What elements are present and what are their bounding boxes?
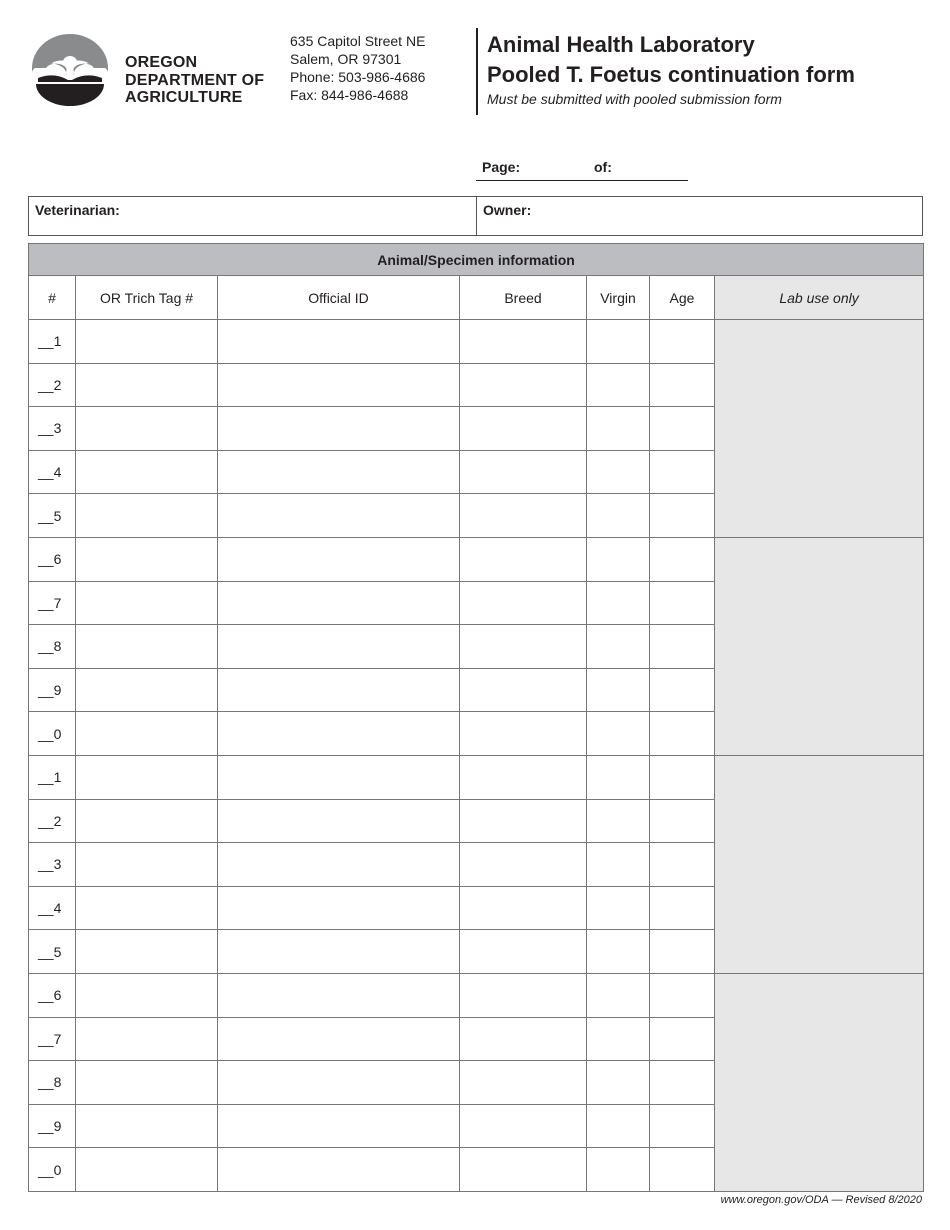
title-divider bbox=[476, 28, 478, 115]
virgin-cell[interactable] bbox=[587, 712, 650, 756]
row-number: __1 bbox=[29, 755, 76, 799]
row-number: __2 bbox=[29, 363, 76, 407]
breed-cell[interactable] bbox=[460, 843, 587, 887]
age-cell[interactable] bbox=[650, 320, 715, 364]
virgin-cell[interactable] bbox=[587, 363, 650, 407]
address-fax: Fax: 844-986-4688 bbox=[290, 87, 409, 103]
form-title-line-2: Pooled T. Foetus continuation form bbox=[487, 62, 855, 87]
owner-field[interactable] bbox=[477, 197, 922, 235]
breed-cell[interactable] bbox=[460, 320, 587, 364]
breed-cell[interactable] bbox=[460, 886, 587, 930]
official-id-cell[interactable] bbox=[218, 450, 460, 494]
column-header-row bbox=[29, 276, 924, 320]
age-cell[interactable] bbox=[650, 755, 715, 799]
age-cell[interactable] bbox=[650, 973, 715, 1017]
virgin-cell[interactable] bbox=[587, 537, 650, 581]
org-name-line-1: OREGON bbox=[125, 54, 198, 71]
col-breed-header: Breed bbox=[460, 276, 587, 320]
virgin-cell[interactable] bbox=[587, 1148, 650, 1192]
age-cell[interactable] bbox=[650, 930, 715, 974]
specimen-table bbox=[28, 243, 924, 1192]
breed-cell[interactable] bbox=[460, 363, 587, 407]
row-number: __3 bbox=[29, 407, 76, 451]
age-cell[interactable] bbox=[650, 363, 715, 407]
page-of-field[interactable] bbox=[476, 158, 688, 181]
official-id-cell[interactable] bbox=[218, 320, 460, 364]
breed-cell[interactable] bbox=[460, 930, 587, 974]
form-subtitle: Must be submitted with pooled submission form bbox=[487, 91, 782, 107]
official-id-cell[interactable] bbox=[218, 625, 460, 669]
official-id-cell[interactable] bbox=[218, 886, 460, 930]
virgin-cell[interactable] bbox=[587, 450, 650, 494]
org-name-line-2: DEPARTMENT OF bbox=[125, 71, 265, 89]
oda-logo-icon bbox=[30, 32, 110, 106]
trich-tag-cell[interactable] bbox=[76, 320, 218, 364]
official-id-cell[interactable] bbox=[218, 973, 460, 1017]
table-row bbox=[29, 320, 924, 364]
official-id-cell[interactable] bbox=[218, 1148, 460, 1192]
row-number: __2 bbox=[29, 799, 76, 843]
lab-use-cell bbox=[715, 973, 924, 1191]
col-official-id-header: Official ID bbox=[218, 276, 460, 320]
row-number: __7 bbox=[29, 1017, 76, 1061]
veterinarian-field[interactable] bbox=[29, 197, 477, 235]
section-header: Animal/Specimen information bbox=[29, 244, 924, 276]
row-number: __8 bbox=[29, 625, 76, 669]
age-cell[interactable] bbox=[650, 407, 715, 451]
official-id-cell[interactable] bbox=[218, 537, 460, 581]
row-number: __9 bbox=[29, 668, 76, 712]
trich-tag-cell[interactable] bbox=[76, 494, 218, 538]
veterinarian-label: Veterinarian: bbox=[35, 202, 120, 218]
breed-cell[interactable] bbox=[460, 1017, 587, 1061]
virgin-cell[interactable] bbox=[587, 581, 650, 625]
trich-tag-cell[interactable] bbox=[76, 625, 218, 669]
address-block bbox=[290, 32, 425, 104]
virgin-cell[interactable] bbox=[587, 886, 650, 930]
row-number: __6 bbox=[29, 973, 76, 1017]
age-cell[interactable] bbox=[650, 625, 715, 669]
address-city: Salem, OR 97301 bbox=[290, 51, 402, 67]
age-cell[interactable] bbox=[650, 537, 715, 581]
organization-name bbox=[125, 54, 264, 107]
breed-cell[interactable] bbox=[460, 537, 587, 581]
row-number: __6 bbox=[29, 537, 76, 581]
col-lab-use-header: Lab use only bbox=[715, 276, 924, 320]
row-number: __7 bbox=[29, 581, 76, 625]
breed-cell[interactable] bbox=[460, 581, 587, 625]
official-id-cell[interactable] bbox=[218, 799, 460, 843]
age-cell[interactable] bbox=[650, 712, 715, 756]
col-virgin-header: Virgin bbox=[587, 276, 650, 320]
of-label: of: bbox=[594, 159, 612, 175]
virgin-cell[interactable] bbox=[587, 755, 650, 799]
age-cell[interactable] bbox=[650, 1148, 715, 1192]
trich-tag-cell[interactable] bbox=[76, 668, 218, 712]
org-name-line-3: AGRICULTURE bbox=[125, 89, 243, 106]
trich-tag-cell[interactable] bbox=[76, 886, 218, 930]
official-id-cell[interactable] bbox=[218, 363, 460, 407]
col-number-header: # bbox=[29, 276, 76, 320]
official-id-cell[interactable] bbox=[218, 755, 460, 799]
row-number: __5 bbox=[29, 494, 76, 538]
lab-use-cell bbox=[715, 537, 924, 755]
breed-cell[interactable] bbox=[460, 450, 587, 494]
virgin-cell[interactable] bbox=[587, 973, 650, 1017]
age-cell[interactable] bbox=[650, 581, 715, 625]
virgin-cell[interactable] bbox=[587, 1104, 650, 1148]
official-id-cell[interactable] bbox=[218, 712, 460, 756]
virgin-cell[interactable] bbox=[587, 799, 650, 843]
trich-tag-cell[interactable] bbox=[76, 843, 218, 887]
official-id-cell[interactable] bbox=[218, 1104, 460, 1148]
virgin-cell[interactable] bbox=[587, 843, 650, 887]
row-number: __4 bbox=[29, 450, 76, 494]
official-id-cell[interactable] bbox=[218, 668, 460, 712]
trich-tag-cell[interactable] bbox=[76, 450, 218, 494]
row-number: __3 bbox=[29, 843, 76, 887]
lab-use-cell bbox=[715, 320, 924, 538]
breed-cell[interactable] bbox=[460, 755, 587, 799]
table-row bbox=[29, 537, 924, 581]
trich-tag-cell[interactable] bbox=[76, 1061, 218, 1105]
trich-tag-cell[interactable] bbox=[76, 537, 218, 581]
page-label: Page: bbox=[482, 159, 521, 175]
row-number: __8 bbox=[29, 1061, 76, 1105]
virgin-cell[interactable] bbox=[587, 1017, 650, 1061]
address-street: 635 Capitol Street NE bbox=[290, 33, 426, 49]
footer-text: www.oregon.gov/ODA — Revised 8/2020 bbox=[720, 1194, 922, 1206]
breed-cell[interactable] bbox=[460, 407, 587, 451]
breed-cell[interactable] bbox=[460, 1061, 587, 1105]
age-cell[interactable] bbox=[650, 494, 715, 538]
trich-tag-cell[interactable] bbox=[76, 581, 218, 625]
breed-cell[interactable] bbox=[460, 799, 587, 843]
official-id-cell[interactable] bbox=[218, 494, 460, 538]
age-cell[interactable] bbox=[650, 1017, 715, 1061]
age-cell[interactable] bbox=[650, 886, 715, 930]
row-number: __9 bbox=[29, 1104, 76, 1148]
trich-tag-cell[interactable] bbox=[76, 407, 218, 451]
table-row bbox=[29, 755, 924, 799]
age-cell[interactable] bbox=[650, 1061, 715, 1105]
breed-cell[interactable] bbox=[460, 668, 587, 712]
official-id-cell[interactable] bbox=[218, 407, 460, 451]
trich-tag-cell[interactable] bbox=[76, 930, 218, 974]
virgin-cell[interactable] bbox=[587, 1061, 650, 1105]
trich-tag-cell[interactable] bbox=[76, 755, 218, 799]
trich-tag-cell[interactable] bbox=[76, 363, 218, 407]
age-cell[interactable] bbox=[650, 843, 715, 887]
virgin-cell[interactable] bbox=[587, 494, 650, 538]
row-number: __5 bbox=[29, 930, 76, 974]
age-cell[interactable] bbox=[650, 1104, 715, 1148]
col-age-header: Age bbox=[650, 276, 715, 320]
row-number: __0 bbox=[29, 1148, 76, 1192]
virgin-cell[interactable] bbox=[587, 407, 650, 451]
breed-cell[interactable] bbox=[460, 1104, 587, 1148]
official-id-cell[interactable] bbox=[218, 581, 460, 625]
row-number: __1 bbox=[29, 320, 76, 364]
table-row bbox=[29, 973, 924, 1017]
trich-tag-cell[interactable] bbox=[76, 1017, 218, 1061]
age-cell[interactable] bbox=[650, 668, 715, 712]
official-id-cell[interactable] bbox=[218, 843, 460, 887]
breed-cell[interactable] bbox=[460, 625, 587, 669]
breed-cell[interactable] bbox=[460, 494, 587, 538]
age-cell[interactable] bbox=[650, 799, 715, 843]
trich-tag-cell[interactable] bbox=[76, 1148, 218, 1192]
official-id-cell[interactable] bbox=[218, 1061, 460, 1105]
owner-label: Owner: bbox=[483, 202, 532, 218]
breed-cell[interactable] bbox=[460, 712, 587, 756]
form-title-block bbox=[487, 30, 855, 108]
breed-cell[interactable] bbox=[460, 973, 587, 1017]
virgin-cell[interactable] bbox=[587, 930, 650, 974]
row-number: __4 bbox=[29, 886, 76, 930]
col-trich-tag-header: OR Trich Tag # bbox=[76, 276, 218, 320]
age-cell[interactable] bbox=[650, 450, 715, 494]
virgin-cell[interactable] bbox=[587, 668, 650, 712]
trich-tag-cell[interactable] bbox=[76, 1104, 218, 1148]
official-id-cell[interactable] bbox=[218, 930, 460, 974]
breed-cell[interactable] bbox=[460, 1148, 587, 1192]
address-phone: Phone: 503-986-4686 bbox=[290, 69, 426, 85]
virgin-cell[interactable] bbox=[587, 320, 650, 364]
trich-tag-cell[interactable] bbox=[76, 799, 218, 843]
form-title-line-1: Animal Health Laboratory bbox=[487, 32, 755, 57]
trich-tag-cell[interactable] bbox=[76, 712, 218, 756]
row-number: __0 bbox=[29, 712, 76, 756]
virgin-cell[interactable] bbox=[587, 625, 650, 669]
official-id-cell[interactable] bbox=[218, 1017, 460, 1061]
veterinarian-owner-box bbox=[28, 196, 923, 236]
trich-tag-cell[interactable] bbox=[76, 973, 218, 1017]
lab-use-cell bbox=[715, 755, 924, 973]
